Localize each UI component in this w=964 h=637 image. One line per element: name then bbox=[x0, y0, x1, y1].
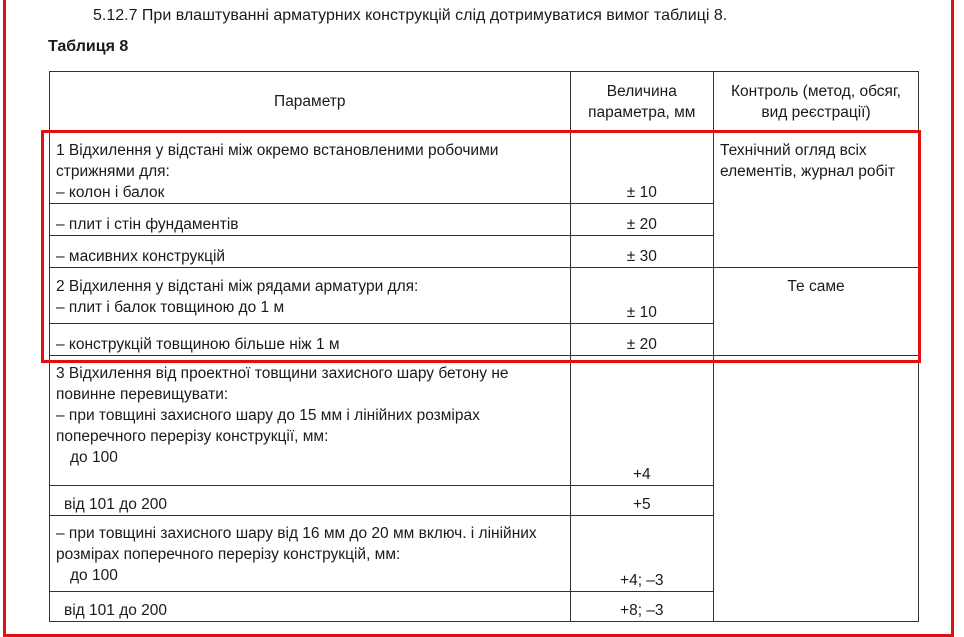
row2b-label: – конструкцій товщиною більше ніж 1 м bbox=[50, 324, 571, 356]
row2a-value: ± 10 bbox=[570, 268, 713, 324]
row3-title: 3 Відхилення від проектної товщини захисного шару бетону не повинне перевищувати: bbox=[56, 365, 509, 403]
row3a-label: до 100 bbox=[70, 449, 118, 466]
row1-title: 1 Відхилення у відстані між окремо встановленими робочими стрижнями для: bbox=[56, 142, 499, 180]
row2a-label: – плит і балок товщиною до 1 м bbox=[56, 299, 285, 316]
row3c-label: до 100 bbox=[70, 567, 118, 584]
row1c-value: ± 30 bbox=[570, 236, 713, 268]
row1b-label: – плит і стін фундаментів bbox=[50, 204, 571, 236]
row3c-value: +4; –3 bbox=[570, 516, 713, 592]
row3-param bbox=[50, 356, 571, 486]
row3-sub2: – при товщині захисного шару від 16 мм до 20 мм включ. і лінійних розмірах поперечного перерізу конструкцій, мм: bbox=[56, 525, 537, 563]
row1a-label: – колон і балок bbox=[56, 184, 165, 201]
red-highlight-box bbox=[41, 130, 921, 363]
table-header-row bbox=[50, 72, 919, 132]
row2-title: 2 Відхилення у відстані між рядами арматури для: bbox=[56, 278, 419, 295]
row2-control: Те саме bbox=[714, 268, 919, 324]
row1a-value: ± 10 bbox=[570, 132, 713, 204]
intro-paragraph: 5.12.7 При влаштуванні арматурних конструкцій слід дотримуватися вимог таблиці 8. bbox=[93, 7, 728, 24]
row1b-value: ± 20 bbox=[570, 204, 713, 236]
row3-control-empty bbox=[714, 356, 919, 622]
row3d-label: від 101 до 200 bbox=[50, 592, 571, 622]
row3a-value: +4 bbox=[570, 356, 713, 486]
row1c-label: – масивних конструкцій bbox=[50, 236, 571, 268]
row1-control: Технічний огляд всіх елементів, журнал робіт bbox=[714, 132, 919, 268]
row3-sub1: – при товщині захисного шару до 15 мм і лінійних розмірах поперечного перерізу конструкції, мм: bbox=[56, 407, 480, 445]
row3b-value: +5 bbox=[570, 486, 713, 516]
row3d-value: +8; –3 bbox=[570, 592, 713, 622]
header-value: Величина параметра, мм bbox=[570, 72, 713, 132]
table-caption: Таблиця 8 bbox=[48, 38, 129, 55]
row2b-value: ± 20 bbox=[570, 324, 713, 356]
row3b-label: від 101 до 200 bbox=[50, 486, 571, 516]
header-control: Контроль (метод, обсяг, вид реєстрації) bbox=[714, 72, 919, 132]
row3-param-2 bbox=[50, 516, 571, 592]
header-param: Параметр bbox=[50, 72, 571, 132]
table-row bbox=[50, 356, 919, 486]
